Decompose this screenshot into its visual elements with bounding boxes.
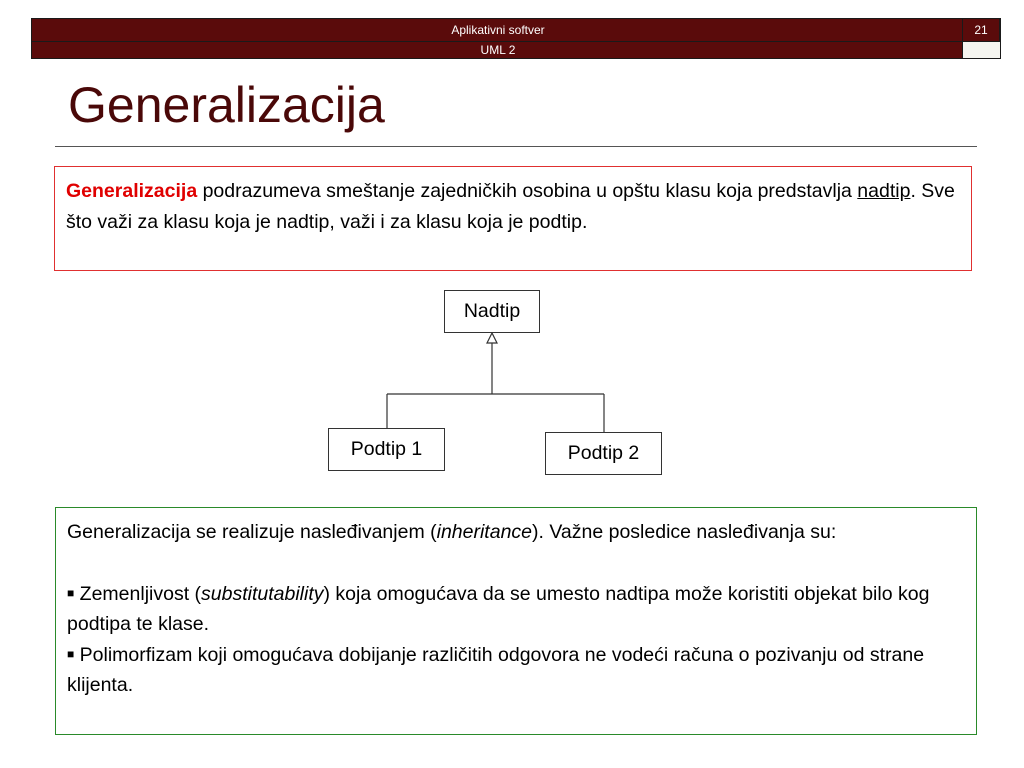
bullet-2-text: Polimorfizam koji omogućava dobijanje različitih odgovora ne vodeći računa o pozivanju od strane klijenta.: [67, 644, 925, 696]
bullet-square-icon: ■: [67, 647, 75, 661]
subtype-1-box: Podtip 1: [328, 428, 445, 471]
bullet-1-term: substitutability: [201, 583, 324, 605]
bullet-square-icon: ■: [67, 586, 75, 600]
info-spacer: [67, 547, 966, 578]
course-title: Aplikativni softver: [451, 23, 545, 37]
info-intro-term: inheritance: [436, 521, 533, 543]
generalization-arrowhead-icon: [487, 333, 497, 343]
subtype-2-box: Podtip 2: [545, 432, 662, 475]
definition-term: Generalizacija: [66, 180, 198, 202]
bullet-2: [67, 639, 966, 700]
slide-number: 21: [962, 18, 1000, 42]
supertype-box: Nadtip: [444, 290, 540, 333]
definition-text-2: . Sve što važi za klasu koja je nadtip, važi i za klasu koja je podtip.: [66, 180, 955, 233]
bullet-1: [67, 578, 966, 639]
topic-title: UML 2: [480, 43, 516, 57]
info-intro: [67, 517, 966, 547]
info-intro-text-2: ). Važne posledice nasleđivanja su:: [532, 521, 837, 543]
bullet-1-text-a: Zemenljivost (: [74, 583, 202, 605]
slide-title: Generalizacija: [68, 77, 385, 133]
bullet-1-text-b: ) koja omogućava da se umesto nadtipa može koristiti objekat bilo kog podtipa te klase.: [67, 583, 930, 635]
definition-underlined: nadtip: [857, 180, 911, 202]
info-intro-text-1: Generalizacija se realizuje nasleđivanjem (: [67, 521, 437, 543]
info-box: [55, 507, 977, 735]
definition-text-1: podrazumeva smeštanje zajedničkih osobina u opštu klasu koja predstavlja: [197, 180, 858, 202]
